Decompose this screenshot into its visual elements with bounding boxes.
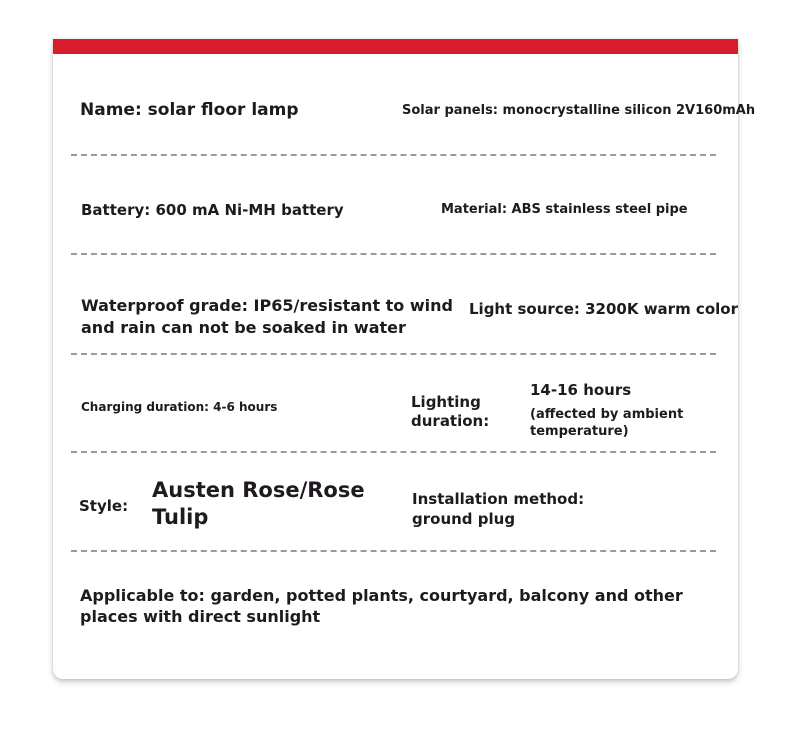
divider xyxy=(71,154,716,156)
spec-style-label: Style: xyxy=(79,497,129,515)
spec-lighting-value: 14-16 hours xyxy=(530,381,632,399)
spec-applicable: Applicable to: garden, potted plants, courtyard, balcony and other places with direct sunlight xyxy=(80,586,683,626)
spec-waterproof: Waterproof grade: IP65/resistant to wind and rain can not be soaked in water xyxy=(81,296,453,337)
spec-lighting-label: Lighting duration: xyxy=(411,393,490,430)
divider xyxy=(71,550,716,552)
divider xyxy=(71,253,716,255)
spec-material: Material: ABS stainless steel pipe xyxy=(441,202,688,217)
spec-charging: Charging duration: 4-6 hours xyxy=(81,400,278,414)
spec-lighting-note: (affected by ambient temperature) xyxy=(530,407,684,439)
spec-light-source: Light source: 3200K warm color xyxy=(469,300,738,318)
divider xyxy=(71,353,716,355)
accent-bar xyxy=(53,39,738,54)
spec-solar-panels: Solar panels: monocrystalline silicon 2V160mAh xyxy=(402,103,756,118)
spec-name: Name: solar floor lamp xyxy=(80,100,299,120)
spec-style-value: Austen Rose/Rose Tulip xyxy=(152,478,365,529)
spec-card xyxy=(53,39,756,679)
divider xyxy=(71,451,716,453)
spec-battery: Battery: 600 mA Ni-MH battery xyxy=(81,201,344,219)
spec-installation: Installation method: ground plug xyxy=(412,490,585,528)
